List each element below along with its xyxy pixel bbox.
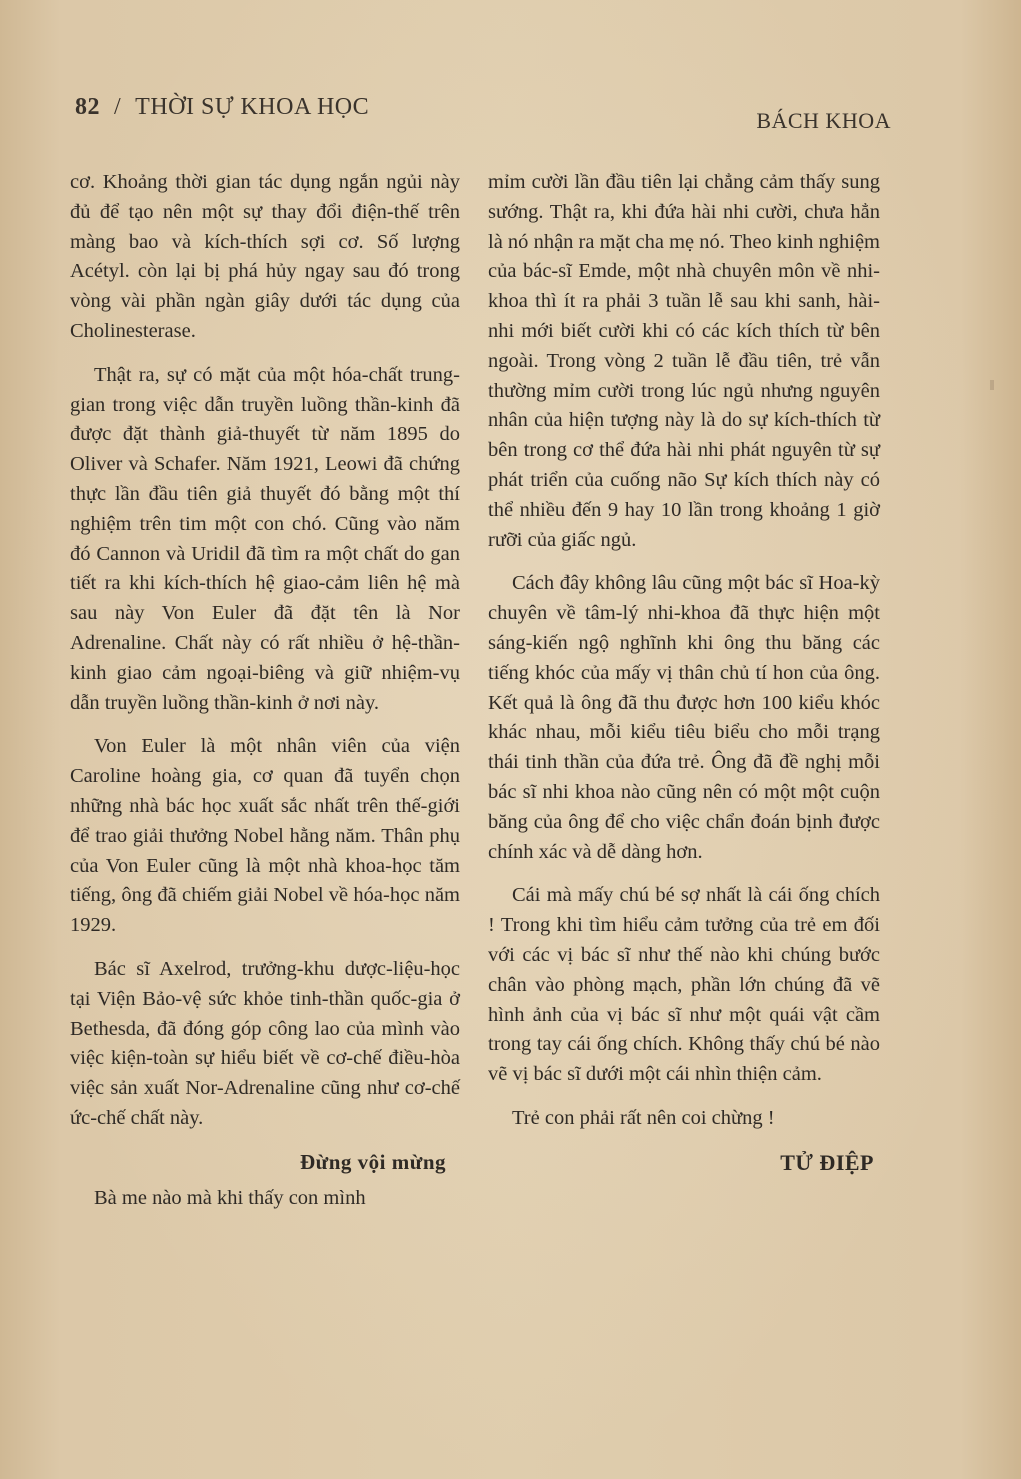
left-column (70, 168, 460, 1213)
journal-name: BÁCH KHOA (756, 108, 891, 133)
section-title: THỜI SỰ KHOA HỌC (135, 94, 370, 120)
paragraph: Trẻ con phải rất nên coi chừng ! (512, 1106, 775, 1129)
author-signature: TỬ ĐIỆP (780, 1149, 874, 1175)
paragraph: Cái mà mấy chú bé sợ nhất là cái ống chích ! Trong khi tìm hiểu cảm tưởng của trẻ em đối với các vị bác sĩ như thế nào khi chúng bước chân vào phòng mạch, phần lớn chúng đã vẽ hình ảnh của vị bác sĩ như một quái vật cầm trong tay cái ống chích. Không thấy chú bé nào vẽ vị bác sĩ dưới một cái nhìn thiện cảm. (488, 884, 880, 1086)
page-header-left (75, 94, 369, 121)
paragraph: cơ. Khoảng thời gian tác dụng ngắn ngủi này đủ để tạo nên một sự thay đổi điện-thế trên màng bao và kích-thích sợi cơ. Số lượng Acétyl. còn lại bị phá hủy ngay sau đó trong vòng vài phần ngàn giây dưới tác dụng của Cholinesterase. (70, 171, 460, 342)
page-number: 82 (75, 94, 100, 120)
paragraph: Bác sĩ Axelrod, trưởng-khu dược-liệu-học tại Viện Bảo-vệ sức khỏe tinh-thần quốc-gia ở Bethesda, đã đóng góp công lao của mình vào việc kiện-toàn sự hiểu biết về cơ-chế điều-hòa việc sản xuất Nor-Adrenaline cũng như cơ-chế ức-chế chất này. (70, 957, 460, 1129)
paragraph: Von Euler là một nhân viên của viện Caroline hoàng gia, cơ quan đã tuyển chọn những nhà bác học xuất sắc nhất trên thế-giới để trao giải thưởng Nobel hằng năm. Thân phụ của Von Euler cũng là một nhà khoa-học tăm tiếng, ông đã chiếm giải Nobel về hóa-học năm 1929. (70, 735, 460, 937)
subheading: Đừng vội mừng (299, 1149, 446, 1174)
paragraph: Bà me nào mà khi thấy con mình (94, 1186, 366, 1209)
header-separator: / (114, 94, 122, 120)
paper-mark (990, 380, 994, 390)
right-column (488, 168, 880, 1178)
paragraph: Cách đây không lâu cũng một bác sĩ Hoa-kỳ chuyên về tâm-lý nhi-khoa đã thực hiện một sáng-kiến ngộ nghĩnh khi ông thu băng các tiếng khóc của mấy vị thân chủ tí hon của ông. Kết quả là ông đã thu được hơn 100 kiểu khóc khác nhau, mỗi kiểu tiêu biểu cho mỗi trạng thái tinh thần của đứa trẻ. Ông đã đề nghị mỗi bác sĩ nhi khoa nào cũng nên có một một cuộn băng của ông để cho việc chẩn đoán bịnh được chính xác và dễ dàng hơn. (488, 572, 880, 863)
paragraph: mỉm cười lần đầu tiên lại chẳng cảm thấy sung sướng. Thật ra, khi đứa hài nhi cười, chưa hẳn là nó nhận ra mặt cha mẹ nó. Theo kinh nghiệm của bác-sĩ Emde, một nhà chuyên môn về nhi-khoa thì ít ra phải 3 tuần lễ sau khi sanh, hài-nhi mới biết cười khi có các kích thích từ bên ngoài. Trong vòng 2 tuần lễ đầu tiên, trẻ vẫn thường mỉm cười trong lúc ngủ nhưng nguyên nhân của hiện tượng này là do sự kích-thích từ bên trong cơ thể đứa hài nhi phát nguyên từ sự phát triển của cuống não Sự kích thích này có thể nhiều đến 9 hay 10 lần trong khoảng 1 giờ rưỡi của giấc ngủ. (488, 171, 880, 551)
paragraph: Thật ra, sự có mặt của một hóa-chất trung-gian trong việc dẫn truyền luồng thần-kinh đã được đặt thành giả-thuyết từ năm 1895 do Oliver và Schafer. Năm 1921, Leowi đã chứng thực lần đầu tiên giả thuyết đó bằng một thí nghiệm trên tim một con chó. Cũng vào năm đó Cannon và Uridil đã tìm ra một chất do gan tiết ra khi kích-thích hệ giao-cảm liên hệ mà sau này Von Euler đã đặt tên là Nor Adrenaline. Chất này có rất nhiều ở hệ-thần-kinh giao cảm ngoại-biêng và giữ nhiệm-vụ dẫn truyền luồng thần-kinh ở nơi này. (70, 363, 460, 714)
